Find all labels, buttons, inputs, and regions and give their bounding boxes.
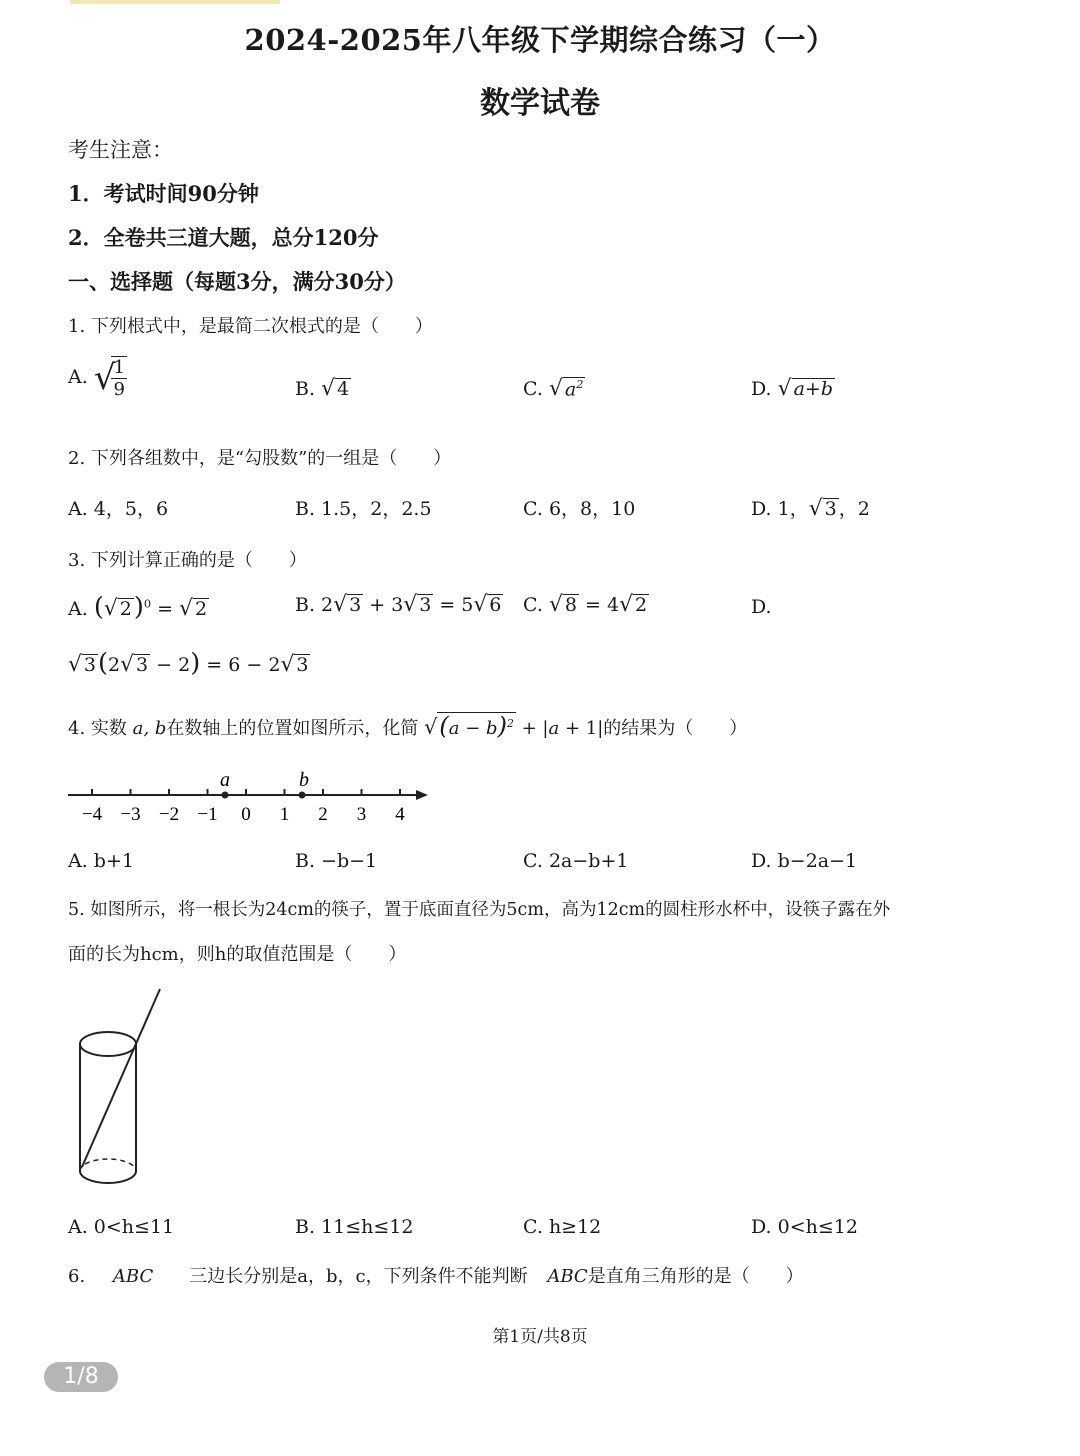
q3-a-label: A. bbox=[68, 598, 88, 620]
q4-var-b: b bbox=[154, 718, 167, 739]
q1-option-b: B. √ 4 bbox=[295, 376, 350, 401]
number-line-tick-label: −2 bbox=[158, 804, 180, 825]
q2-d-suffix: ，2 bbox=[838, 498, 870, 520]
cylinder-top-rim bbox=[80, 1032, 136, 1056]
q5-option-d: D. 0<h≤12 bbox=[751, 1216, 858, 1238]
q2-d-prefix: D. 1， bbox=[751, 498, 809, 520]
q1-c-base: a bbox=[564, 378, 577, 400]
q5-option-c: C. h≥12 bbox=[523, 1216, 602, 1238]
q6-triangle-1: ABC bbox=[112, 1266, 154, 1287]
q1-option-d: D. √ a+b bbox=[751, 376, 833, 401]
q3-option-d: √ 3(2√ 3 − 2) = 6 − 2√ 3 bbox=[68, 648, 309, 678]
q5-option-b: B. 11≤h≤12 bbox=[295, 1216, 414, 1238]
point-a-label: a bbox=[220, 769, 230, 791]
q2-stem: 2. 下列各组数中，是“勾股数”的一组是（ ） bbox=[68, 448, 452, 469]
q3-option-d-label: D. bbox=[751, 596, 772, 618]
q5-option-a: A. 0<h≤11 bbox=[68, 1216, 175, 1238]
q1-option-a: A. √ $\frac{1}{9}$ bbox=[68, 357, 125, 400]
q4-stem-prefix: 4. 实数 bbox=[68, 718, 127, 739]
q4-option-b: B. −b−1 bbox=[295, 850, 378, 872]
chopstick-line bbox=[82, 989, 160, 1167]
q6-stem bbox=[68, 1262, 804, 1288]
q1-a-numerator: 1 bbox=[113, 357, 125, 378]
q4-option-d: D. b−2a−1 bbox=[751, 850, 858, 872]
number-line-tick-label: 2 bbox=[318, 804, 328, 825]
q3-option-c: C. √ 8 = 4√ 2 bbox=[523, 592, 648, 617]
q1-option-c: C. √ $a^2$ bbox=[523, 376, 584, 401]
q5-stem-line2: 面的长为hcm，则h的取值范围是（ ） bbox=[68, 944, 407, 965]
number-line-tick-label: −4 bbox=[81, 804, 103, 825]
number-line-arrow bbox=[416, 790, 428, 800]
number-line-tick-label: 1 bbox=[279, 804, 290, 825]
number-line-tick-label: 0 bbox=[241, 804, 251, 825]
q3-option-a: A. (√ 2)$^0$ = √ 2 bbox=[68, 592, 208, 622]
q6-stem-end: 是直角三角形的是（ ） bbox=[587, 1266, 804, 1287]
cylinder-bottom-front bbox=[80, 1171, 136, 1183]
q1-b-radicand: 4 bbox=[336, 378, 350, 400]
q1-a-denominator: 9 bbox=[113, 379, 125, 400]
q4-number-line bbox=[60, 762, 440, 832]
q6-number: 6. bbox=[68, 1266, 86, 1287]
top-edge-strip bbox=[70, 0, 280, 4]
point-b bbox=[299, 792, 306, 799]
q4-stem-suffix: 的结果为（ ） bbox=[603, 718, 748, 739]
q2-option-b: B. 1.5，2，2.5 bbox=[295, 498, 432, 520]
q2-d-radicand: 3 bbox=[824, 498, 837, 520]
section-heading: 一、选择题（每题3分，满分30分） bbox=[68, 269, 406, 294]
q1-c-label: C. bbox=[523, 378, 543, 400]
page-indicator-badge[interactable]: 1/8 bbox=[44, 1362, 118, 1392]
q4-var-a: a, bbox=[132, 718, 150, 739]
q3-option-b: B. 2√ 3 + 3√ 3 = 5√ 6 bbox=[295, 592, 502, 617]
q1-b-label: B. bbox=[295, 378, 316, 400]
q4-option-a: A. b+1 bbox=[68, 850, 134, 872]
page-title: 2024-2025年八年级下学期综合练习（一） bbox=[244, 23, 836, 57]
q4-stem-mid: 在数轴上的位置如图所示，化简 bbox=[166, 718, 419, 739]
number-line-tick-label: −3 bbox=[120, 804, 141, 825]
q5-stem-line1: 5. 如图所示，将一根长为24cm的筷子，置于底面直径为5cm，高为12cm的圆柱形水杯中，设筷子露在外 bbox=[68, 900, 891, 920]
q3-c-label: C. bbox=[523, 594, 543, 616]
q1-a-label: A. bbox=[68, 366, 88, 388]
cylinder-bottom-back bbox=[80, 1159, 136, 1171]
q2-option-a: A. 4，5，6 bbox=[68, 498, 169, 520]
page-footer: 第1页/共8页 bbox=[492, 1327, 588, 1347]
notice-heading: 考生注意： bbox=[68, 138, 173, 162]
q5-cylinder-figure bbox=[70, 985, 180, 1195]
number-line-tick-label: −1 bbox=[197, 804, 218, 825]
q4-stem: 4. 实数 a, b在数轴上的位置如图所示，化简 $√(a - b)^2 + |a + 1|$的结果为（ ） bbox=[68, 711, 748, 740]
point-a bbox=[222, 792, 229, 799]
q1-d-label: D. bbox=[751, 378, 772, 400]
point-b-label: b bbox=[299, 769, 309, 791]
page-subtitle: 数学试卷 bbox=[480, 86, 600, 121]
number-line-tick-label: 4 bbox=[395, 804, 405, 825]
q3-b-label: B. bbox=[295, 594, 316, 616]
q6-stem-mid: 三边长分别是a，b，c，下列条件不能判断 bbox=[189, 1266, 528, 1287]
q1-stem: 1. 下列根式中，是最简二次根式的是（ ） bbox=[68, 316, 433, 337]
q2-option-c: C. 6，8，10 bbox=[523, 498, 636, 520]
notice-item-2: 2．全卷共三道大题，总分120分 bbox=[68, 225, 379, 250]
q4-option-c: C. 2a−b+1 bbox=[523, 850, 629, 872]
q6-triangle-2: ABC bbox=[547, 1266, 588, 1287]
q3-stem: 3. 下列计算正确的是（ ） bbox=[68, 550, 307, 571]
q2-option-d: D. 1，√ 3 ，2 bbox=[751, 496, 870, 521]
q1-c-exponent: 2 bbox=[576, 376, 584, 391]
number-line-tick-label: 3 bbox=[356, 804, 367, 825]
notice-item-1: 1．考试时间90分钟 bbox=[68, 181, 259, 206]
q1-d-radicand: a+b bbox=[793, 378, 833, 400]
